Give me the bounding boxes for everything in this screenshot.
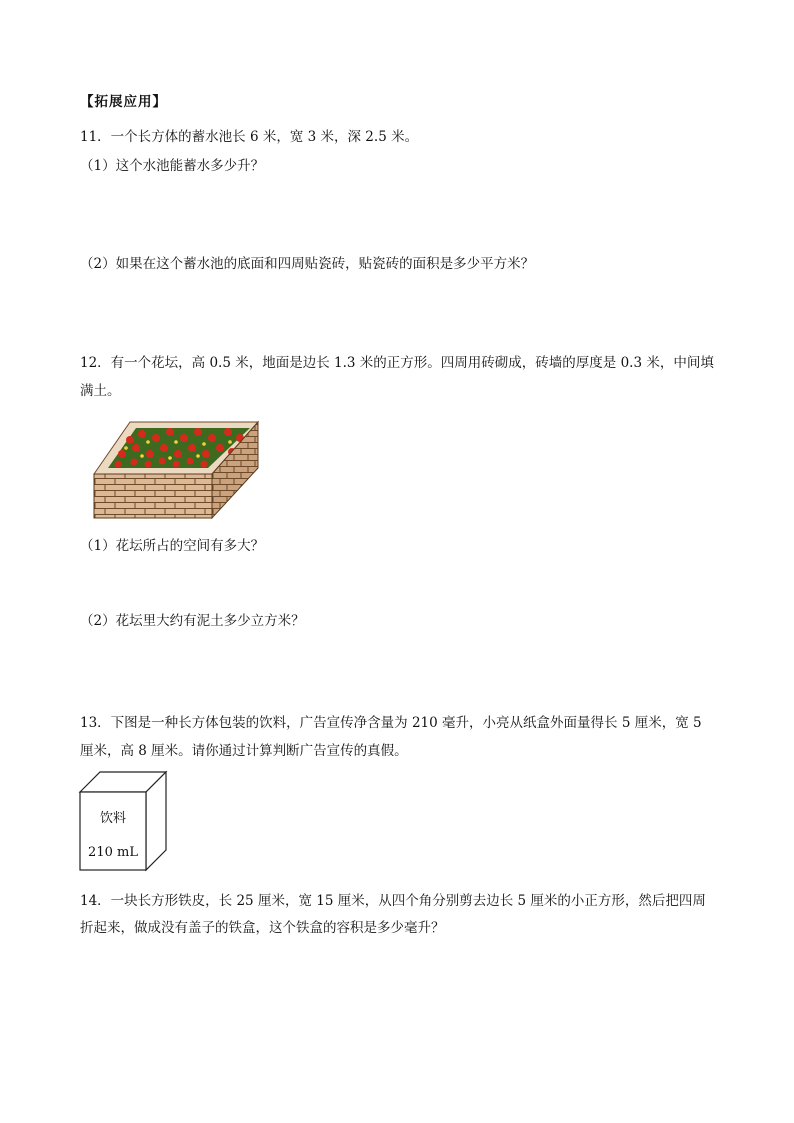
q11-part1: （1）这个水池能蓄水多少升？ <box>80 158 265 174</box>
q14-stem-line1: 14．一块长方形铁皮，长 25 厘米，宽 15 厘米，从四个角分别剪去边长 5 厘米的小正方形，然后把四周 <box>80 893 706 909</box>
q12-part1: （1）花坛所占的空间有多大？ <box>80 538 265 554</box>
q13-stem-line2: 厘米，高 8 厘米。请你通过计算判断广告宣传的真假。 <box>80 743 408 759</box>
carton-label-name: 饮料 <box>99 811 127 826</box>
q12-part2: （2）花坛里大约有泥土多少立方米？ <box>80 613 305 629</box>
q13-stem-line1: 13．下图是一种长方体包装的饮料，广告宣传净含量为 210 毫升，小亮从纸盒外面量得长 5 厘米，宽 5 <box>80 715 702 731</box>
drink-carton-illustration <box>78 770 170 872</box>
section-title: 【拓展应用】 <box>80 94 167 110</box>
q12-stem-line2: 满土。 <box>80 383 121 399</box>
q11-stem: 11．一个长方体的蓄水池长 6 米，宽 3 米，深 2.5 米。 <box>80 129 419 145</box>
flower-bed-illustration <box>90 418 262 521</box>
q12-stem-line1: 12．有一个花坛，高 0.5 米，地面是边长 1.3 米的正方形。四周用砖砌成，砖墙的厚度是 0.3 米，中间填 <box>80 355 714 371</box>
q11-part2: （2）如果在这个蓄水池的底面和四周贴瓷砖，贴瓷砖的面积是多少平方米？ <box>80 256 535 272</box>
carton-label-volume: 210 mL <box>88 845 138 860</box>
q14-stem-line2: 折起来，做成没有盖子的铁盒，这个铁盒的容积是多少毫升？ <box>80 920 445 936</box>
